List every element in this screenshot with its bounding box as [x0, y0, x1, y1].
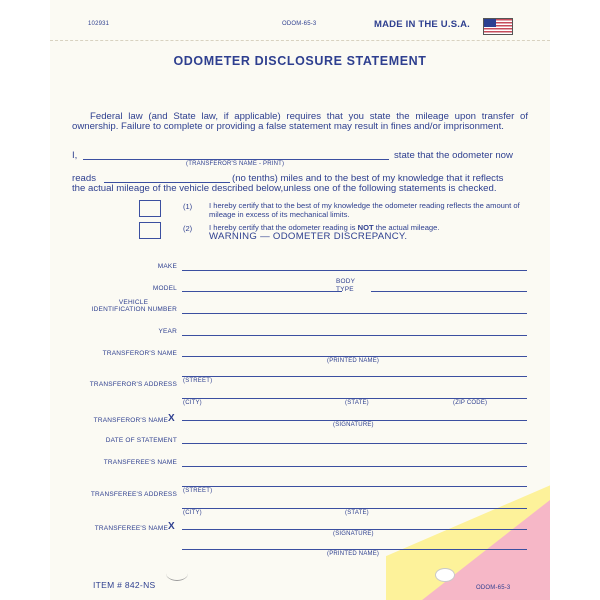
transferee-sign-here-mark: X — [168, 521, 175, 532]
transferee-signature-label: TRANSFEREE'S NAME — [94, 525, 168, 532]
transferor-signature-field[interactable] — [182, 420, 527, 421]
transferor-city-hint: (CITY) — [183, 400, 202, 406]
transferor-zip-hint: (ZIP CODE) — [453, 400, 488, 406]
statement-miles: (no tenths) miles and to the best of my knowledge that it reflects — [232, 173, 504, 184]
transferee-state-hint: (STATE) — [345, 510, 369, 516]
checkbox-mechanical-limits[interactable] — [139, 200, 161, 217]
transferor-state-hint: (STATE) — [345, 400, 369, 406]
perforation-line — [50, 40, 550, 41]
legal-notice: Federal law (and State law, if applicable) requires that you state the mileage upon transfer of ownership. Failure to complete or providing a false statement may result in fines and/or imprisonment. — [72, 111, 528, 132]
transferee-signature-field[interactable] — [182, 529, 527, 530]
made-in-usa-label: MADE IN THE U.S.A. — [374, 19, 470, 30]
model-label: MODEL — [152, 285, 177, 292]
year-label: YEAR — [158, 328, 177, 335]
option-2-text: I hereby certify that the odometer reading is NOT the actual mileage. — [209, 223, 440, 232]
transferee-name-label: TRANSFEREE'S NAME — [103, 459, 177, 466]
year-field[interactable] — [182, 335, 527, 336]
make-field[interactable] — [182, 270, 527, 271]
date-of-statement-field[interactable] — [182, 443, 527, 444]
model-field[interactable] — [182, 291, 342, 292]
discrepancy-warning: WARNING — ODOMETER DISCREPANCY. — [209, 231, 408, 242]
transferor-street-hint: (STREET) — [183, 378, 213, 384]
item-number: ITEM # 842-NS — [93, 580, 156, 590]
transferee-street-field[interactable] — [182, 486, 527, 487]
statement-i: I, — [72, 150, 78, 161]
transferor-name-label: TRANSFEROR'S NAME — [102, 350, 177, 357]
option-1-number: (1) — [183, 202, 193, 211]
transferee-street-hint: (STREET) — [183, 488, 213, 494]
footer-form-code: ODOM-65-3 — [476, 585, 511, 591]
form-number: 102931 — [88, 21, 110, 27]
transferee-city-state-field[interactable] — [182, 508, 527, 509]
vin-field[interactable] — [182, 313, 527, 314]
make-label: MAKE — [157, 263, 177, 270]
statement-reads: reads — [72, 173, 96, 184]
transferor-signature-hint: (SIGNATURE) — [333, 422, 374, 428]
header-form-code: ODOM-65-3 — [282, 21, 317, 27]
transferor-city-state-zip-field[interactable] — [182, 398, 527, 399]
body-type-field[interactable] — [371, 291, 527, 292]
binding-hole-right — [435, 568, 455, 582]
vin-label-line2: IDENTIFICATION NUMBER — [91, 306, 177, 313]
transferor-sign-here-mark: X — [168, 413, 175, 424]
date-of-statement-label: DATE OF STATEMENT — [105, 437, 177, 444]
transferee-printed-name-field[interactable] — [182, 549, 527, 550]
body-type-label: BODY TYPE — [336, 278, 356, 293]
transferee-signature-hint: (SIGNATURE) — [333, 531, 374, 537]
transferee-name-field[interactable] — [182, 466, 527, 467]
us-flag-icon — [483, 18, 513, 35]
option-1-text: I hereby certify that to the best of my knowledge the odometer reading reflects the amount of mileage in excess of its mechanical limits. — [209, 201, 520, 219]
transferor-signature-label: TRANSFEROR'S NAME — [93, 417, 168, 424]
transferor-street-field[interactable] — [182, 376, 527, 377]
vin-label-line1: VEHICLE — [118, 299, 149, 306]
transferor-name-field[interactable] — [182, 356, 527, 357]
transferor-address-label: TRANSFEROR'S ADDRESS — [89, 381, 177, 388]
option-2-number: (2) — [183, 224, 193, 233]
transferor-print-hint: (TRANSFEROR'S NAME - PRINT) — [186, 161, 285, 167]
transferee-address-label: TRANSFEREE'S ADDRESS — [90, 491, 177, 498]
transferee-printed-name-hint: (PRINTED NAME) — [327, 551, 380, 557]
transferee-city-hint: (CITY) — [183, 510, 202, 516]
statement-actual-mileage: the actual mileage of the vehicle described below,unless one of the following statements is checked. — [72, 183, 497, 194]
transferor-printed-name-hint: (PRINTED NAME) — [327, 358, 380, 364]
page-title: ODOMETER DISCLOSURE STATEMENT — [173, 54, 427, 68]
binding-hole-left — [166, 566, 188, 581]
transferor-print-line[interactable] — [83, 159, 389, 160]
statement-odometer: state that the odometer now — [394, 150, 513, 161]
checkbox-not-actual-mileage[interactable] — [139, 222, 161, 239]
